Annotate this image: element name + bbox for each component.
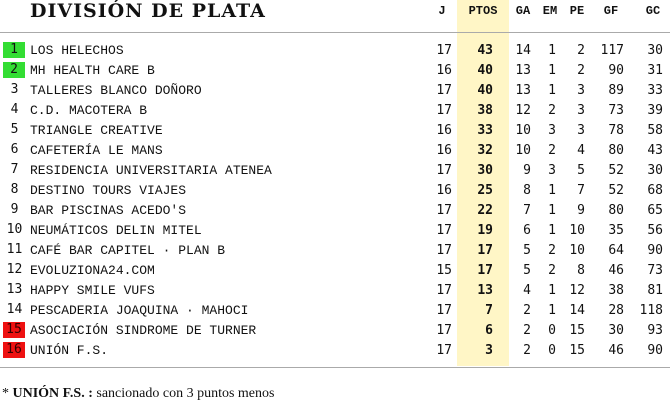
gc-cell: 30: [647, 43, 663, 58]
j-cell: 17: [436, 303, 452, 318]
j-cell: 17: [436, 103, 452, 118]
gc-cell: 81: [647, 283, 663, 298]
pe-cell: 3: [577, 83, 585, 98]
ga-cell: 2: [523, 323, 531, 338]
em-cell: 3: [548, 163, 556, 178]
position-cell: 13: [6, 282, 23, 297]
gc-cell: 43: [647, 143, 663, 158]
ga-cell: 7: [523, 203, 531, 218]
ga-cell: 4: [523, 283, 531, 298]
table-row: [0, 341, 670, 361]
position-cell: 16: [3, 342, 25, 358]
team-name: CAFÉ BAR CAPITEL · PLAN B: [30, 243, 226, 258]
pe-cell: 10: [569, 243, 585, 258]
team-name: ASOCIACIÓN SINDROME DE TURNER: [30, 323, 257, 338]
j-cell: 17: [436, 203, 452, 218]
ga-cell: 10: [515, 143, 531, 158]
pts-cell: 43: [477, 43, 493, 58]
gf-cell: 90: [608, 63, 624, 78]
pe-cell: 10: [569, 223, 585, 238]
note-team: UNIÓN F.S. :: [12, 386, 93, 401]
em-cell: 2: [548, 143, 556, 158]
ga-cell: 14: [515, 43, 531, 58]
table-row: [0, 301, 670, 321]
gc-cell: 56: [647, 223, 663, 238]
gf-cell: 73: [608, 103, 624, 118]
j-cell: 17: [436, 283, 452, 298]
standings-title: DIVISIÓN DE PLATA: [30, 0, 266, 22]
header-divider: [0, 32, 670, 33]
em-cell: 1: [548, 223, 556, 238]
position-cell: 1: [3, 42, 25, 58]
gc-cell: 118: [639, 303, 663, 318]
pe-cell: 12: [569, 283, 585, 298]
table-row: [0, 61, 670, 81]
j-cell: 17: [436, 83, 452, 98]
header-gf: GF: [603, 4, 619, 18]
pe-cell: 3: [577, 103, 585, 118]
gf-cell: 46: [608, 263, 624, 278]
header-ga: GA: [515, 4, 531, 18]
gf-cell: 35: [608, 223, 624, 238]
ga-cell: 13: [515, 83, 531, 98]
position-cell: 12: [6, 262, 23, 277]
pe-cell: 14: [569, 303, 585, 318]
ga-cell: 12: [515, 103, 531, 118]
pts-cell: 30: [477, 163, 493, 178]
ga-cell: 2: [523, 303, 531, 318]
pe-cell: 7: [577, 183, 585, 198]
pe-cell: 8: [577, 263, 585, 278]
ga-cell: 2: [523, 343, 531, 358]
table-row: [0, 321, 670, 341]
em-cell: 1: [548, 303, 556, 318]
pe-cell: 4: [577, 143, 585, 158]
j-cell: 16: [436, 143, 452, 158]
team-name: C.D. MACOTERA B: [30, 103, 148, 118]
gf-cell: 38: [608, 283, 624, 298]
team-name: UNIÓN F.S.: [30, 343, 109, 358]
pts-cell: 25: [477, 183, 493, 198]
team-name: NEUMÁTICOS DELIN MITEL: [30, 223, 202, 238]
pe-cell: 15: [569, 343, 585, 358]
pe-cell: 3: [577, 123, 585, 138]
gf-cell: 28: [608, 303, 624, 318]
gc-cell: 33: [647, 83, 663, 98]
position-cell: 2: [3, 62, 25, 78]
gf-cell: 52: [608, 183, 624, 198]
ga-cell: 10: [515, 123, 531, 138]
table-row: [0, 261, 670, 281]
table-row: [0, 81, 670, 101]
ga-cell: 9: [523, 163, 531, 178]
ga-cell: 13: [515, 63, 531, 78]
em-cell: 2: [548, 243, 556, 258]
pts-cell: 40: [477, 83, 493, 98]
header-gc: GC: [645, 4, 661, 18]
em-cell: 0: [548, 343, 556, 358]
position-cell: 6: [10, 142, 19, 157]
j-cell: 16: [436, 183, 452, 198]
header-em: EM: [542, 4, 558, 18]
j-cell: 17: [436, 243, 452, 258]
gf-cell: 78: [608, 123, 624, 138]
position-cell: 11: [6, 242, 23, 257]
team-name: LOS HELECHOS: [30, 43, 124, 58]
position-cell: 4: [10, 102, 19, 117]
pts-cell: 13: [477, 283, 493, 298]
gf-cell: 80: [608, 143, 624, 158]
j-cell: 17: [436, 323, 452, 338]
j-cell: 16: [436, 123, 452, 138]
table-row: [0, 141, 670, 161]
table-row: [0, 101, 670, 121]
em-cell: 2: [548, 103, 556, 118]
em-cell: 1: [548, 83, 556, 98]
team-name: EVOLUZIONA24.COM: [30, 263, 155, 278]
position-cell: 9: [10, 202, 19, 217]
em-cell: 1: [548, 63, 556, 78]
gc-cell: 93: [647, 323, 663, 338]
ga-cell: 6: [523, 223, 531, 238]
table-row: [0, 41, 670, 61]
gf-cell: 89: [608, 83, 624, 98]
gc-cell: 73: [647, 263, 663, 278]
sanction-note: [2, 386, 274, 402]
pts-cell: 22: [477, 203, 493, 218]
position-cell: 3: [10, 82, 19, 97]
table-row: [0, 201, 670, 221]
position-cell: 7: [10, 162, 19, 177]
header-pe: PE: [569, 4, 585, 18]
gf-cell: 46: [608, 343, 624, 358]
gc-cell: 58: [647, 123, 663, 138]
team-name: CAFETERÍA LE MANS: [30, 143, 163, 158]
table-row: [0, 121, 670, 141]
table-row: [0, 241, 670, 261]
table-row: [0, 221, 670, 241]
pts-cell: 32: [477, 143, 493, 158]
em-cell: 1: [548, 183, 556, 198]
team-name: MH HEALTH CARE B: [30, 63, 155, 78]
table-row: [0, 281, 670, 301]
position-cell: 8: [10, 182, 19, 197]
footer-divider: [0, 367, 670, 368]
gf-cell: 52: [608, 163, 624, 178]
gf-cell: 30: [608, 323, 624, 338]
team-name: PESCADERIA JOAQUINA · MAHOCI: [30, 303, 249, 318]
table-row: [0, 161, 670, 181]
gc-cell: 65: [647, 203, 663, 218]
j-cell: 17: [436, 43, 452, 58]
team-name: RESIDENCIA UNIVERSITARIA ATENEA: [30, 163, 272, 178]
pts-cell: 17: [477, 263, 493, 278]
j-cell: 15: [436, 263, 452, 278]
pe-cell: 15: [569, 323, 585, 338]
team-name: HAPPY SMILE VUFS: [30, 283, 155, 298]
gc-cell: 30: [647, 163, 663, 178]
header-ptos: PTOS: [468, 4, 498, 18]
gc-cell: 31: [647, 63, 663, 78]
gc-cell: 90: [647, 343, 663, 358]
pts-cell: 3: [485, 343, 493, 358]
j-cell: 17: [436, 343, 452, 358]
gf-cell: 117: [600, 43, 624, 58]
ga-cell: 5: [523, 263, 531, 278]
pe-cell: 2: [577, 43, 585, 58]
gf-cell: 64: [608, 243, 624, 258]
note-text: sancionado con 3 puntos menos: [92, 386, 275, 401]
header-j: J: [438, 4, 446, 18]
em-cell: 1: [548, 43, 556, 58]
position-cell: 10: [6, 222, 23, 237]
gc-cell: 39: [647, 103, 663, 118]
em-cell: 0: [548, 323, 556, 338]
team-name: BAR PISCINAS ACEDO'S: [30, 203, 187, 218]
ga-cell: 8: [523, 183, 531, 198]
pts-cell: 6: [485, 323, 493, 338]
team-name: DESTINO TOURS VIAJES: [30, 183, 187, 198]
position-cell: 15: [3, 322, 25, 338]
ga-cell: 5: [523, 243, 531, 258]
pe-cell: 9: [577, 203, 585, 218]
pts-cell: 19: [477, 223, 493, 238]
table-row: [0, 181, 670, 201]
position-cell: 5: [10, 122, 19, 137]
gf-cell: 80: [608, 203, 624, 218]
pts-cell: 17: [477, 243, 493, 258]
pe-cell: 2: [577, 63, 585, 78]
position-cell: 14: [6, 302, 23, 317]
gc-cell: 68: [647, 183, 663, 198]
em-cell: 2: [548, 263, 556, 278]
pts-cell: 7: [485, 303, 493, 318]
j-cell: 17: [436, 163, 452, 178]
gc-cell: 90: [647, 243, 663, 258]
note-prefix: *: [2, 386, 13, 401]
pts-cell: 38: [477, 103, 493, 118]
pts-cell: 33: [477, 123, 493, 138]
em-cell: 3: [548, 123, 556, 138]
em-cell: 1: [548, 203, 556, 218]
team-name: TRIANGLE CREATIVE: [30, 123, 163, 138]
j-cell: 17: [436, 223, 452, 238]
team-name: TALLERES BLANCO DOÑORO: [30, 83, 202, 98]
pe-cell: 5: [577, 163, 585, 178]
j-cell: 16: [436, 63, 452, 78]
em-cell: 1: [548, 283, 556, 298]
pts-cell: 40: [477, 63, 493, 78]
